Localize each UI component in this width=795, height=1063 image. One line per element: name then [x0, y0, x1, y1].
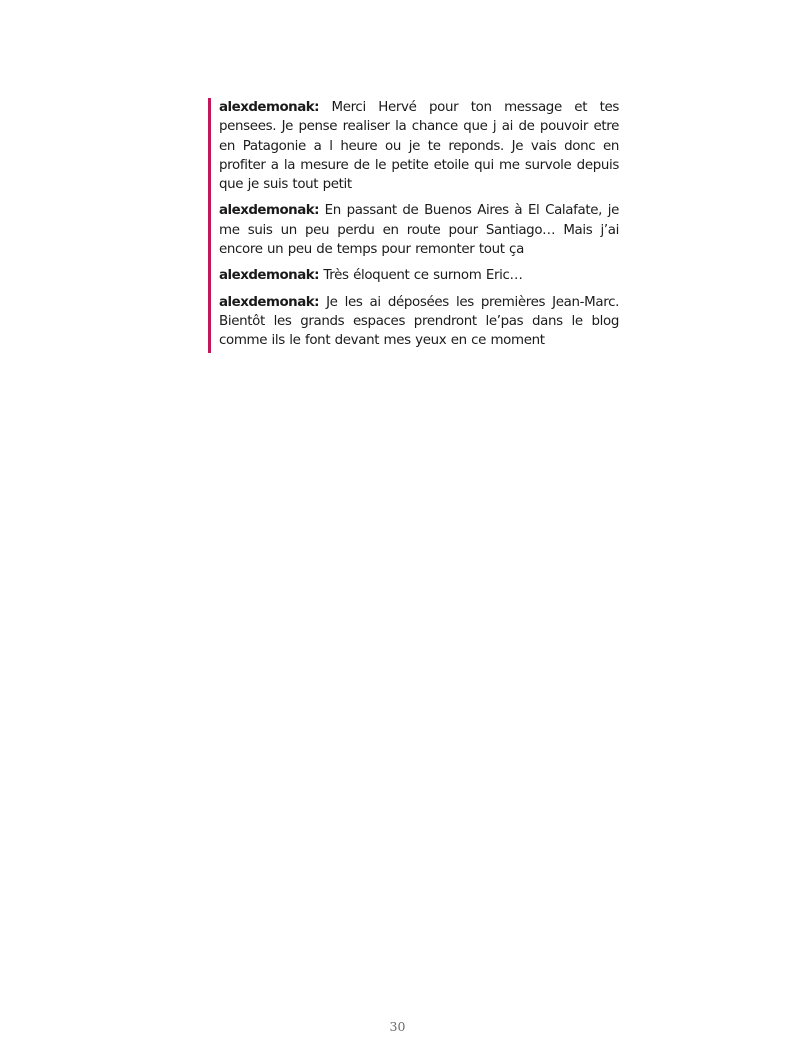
comment-author: alexdemonak: — [219, 294, 319, 310]
page-number: 30 — [389, 1019, 406, 1034]
comment-text: Très éloquent ce surnom Eric… — [323, 268, 523, 284]
comment-item — [219, 201, 619, 259]
comment-item — [219, 266, 619, 285]
comment-item — [219, 98, 619, 194]
comment-item — [219, 293, 619, 351]
comment-author: alexdemonak: — [219, 203, 319, 219]
comment-text: Je les ai déposées les premières Jean-Marc. Bientôt les grands espaces prendront le’pas dans le blog comme ils le font devant mes yeux en ce moment — [219, 294, 619, 349]
comment-author: alexdemonak: — [219, 100, 319, 115]
comment-thread — [208, 98, 619, 353]
comment-text: En passant de Buenos Aires à El Calafate, je me suis un peu perdu en route pour Santiago… Mais j’ai encore un peu de temps pour remonter tout ça — [219, 203, 619, 258]
comment-text: Merci Hervé pour ton message et tes pensees. Je pense realiser la chance que j ai de pouvoir etre en Patagonie a l heure ou je te reponds. Je vais donc en profiter a la mesure de le petite etoile qui me survole depuis que je suis tout petit — [219, 100, 619, 193]
comment-author: alexdemonak: — [219, 268, 319, 284]
